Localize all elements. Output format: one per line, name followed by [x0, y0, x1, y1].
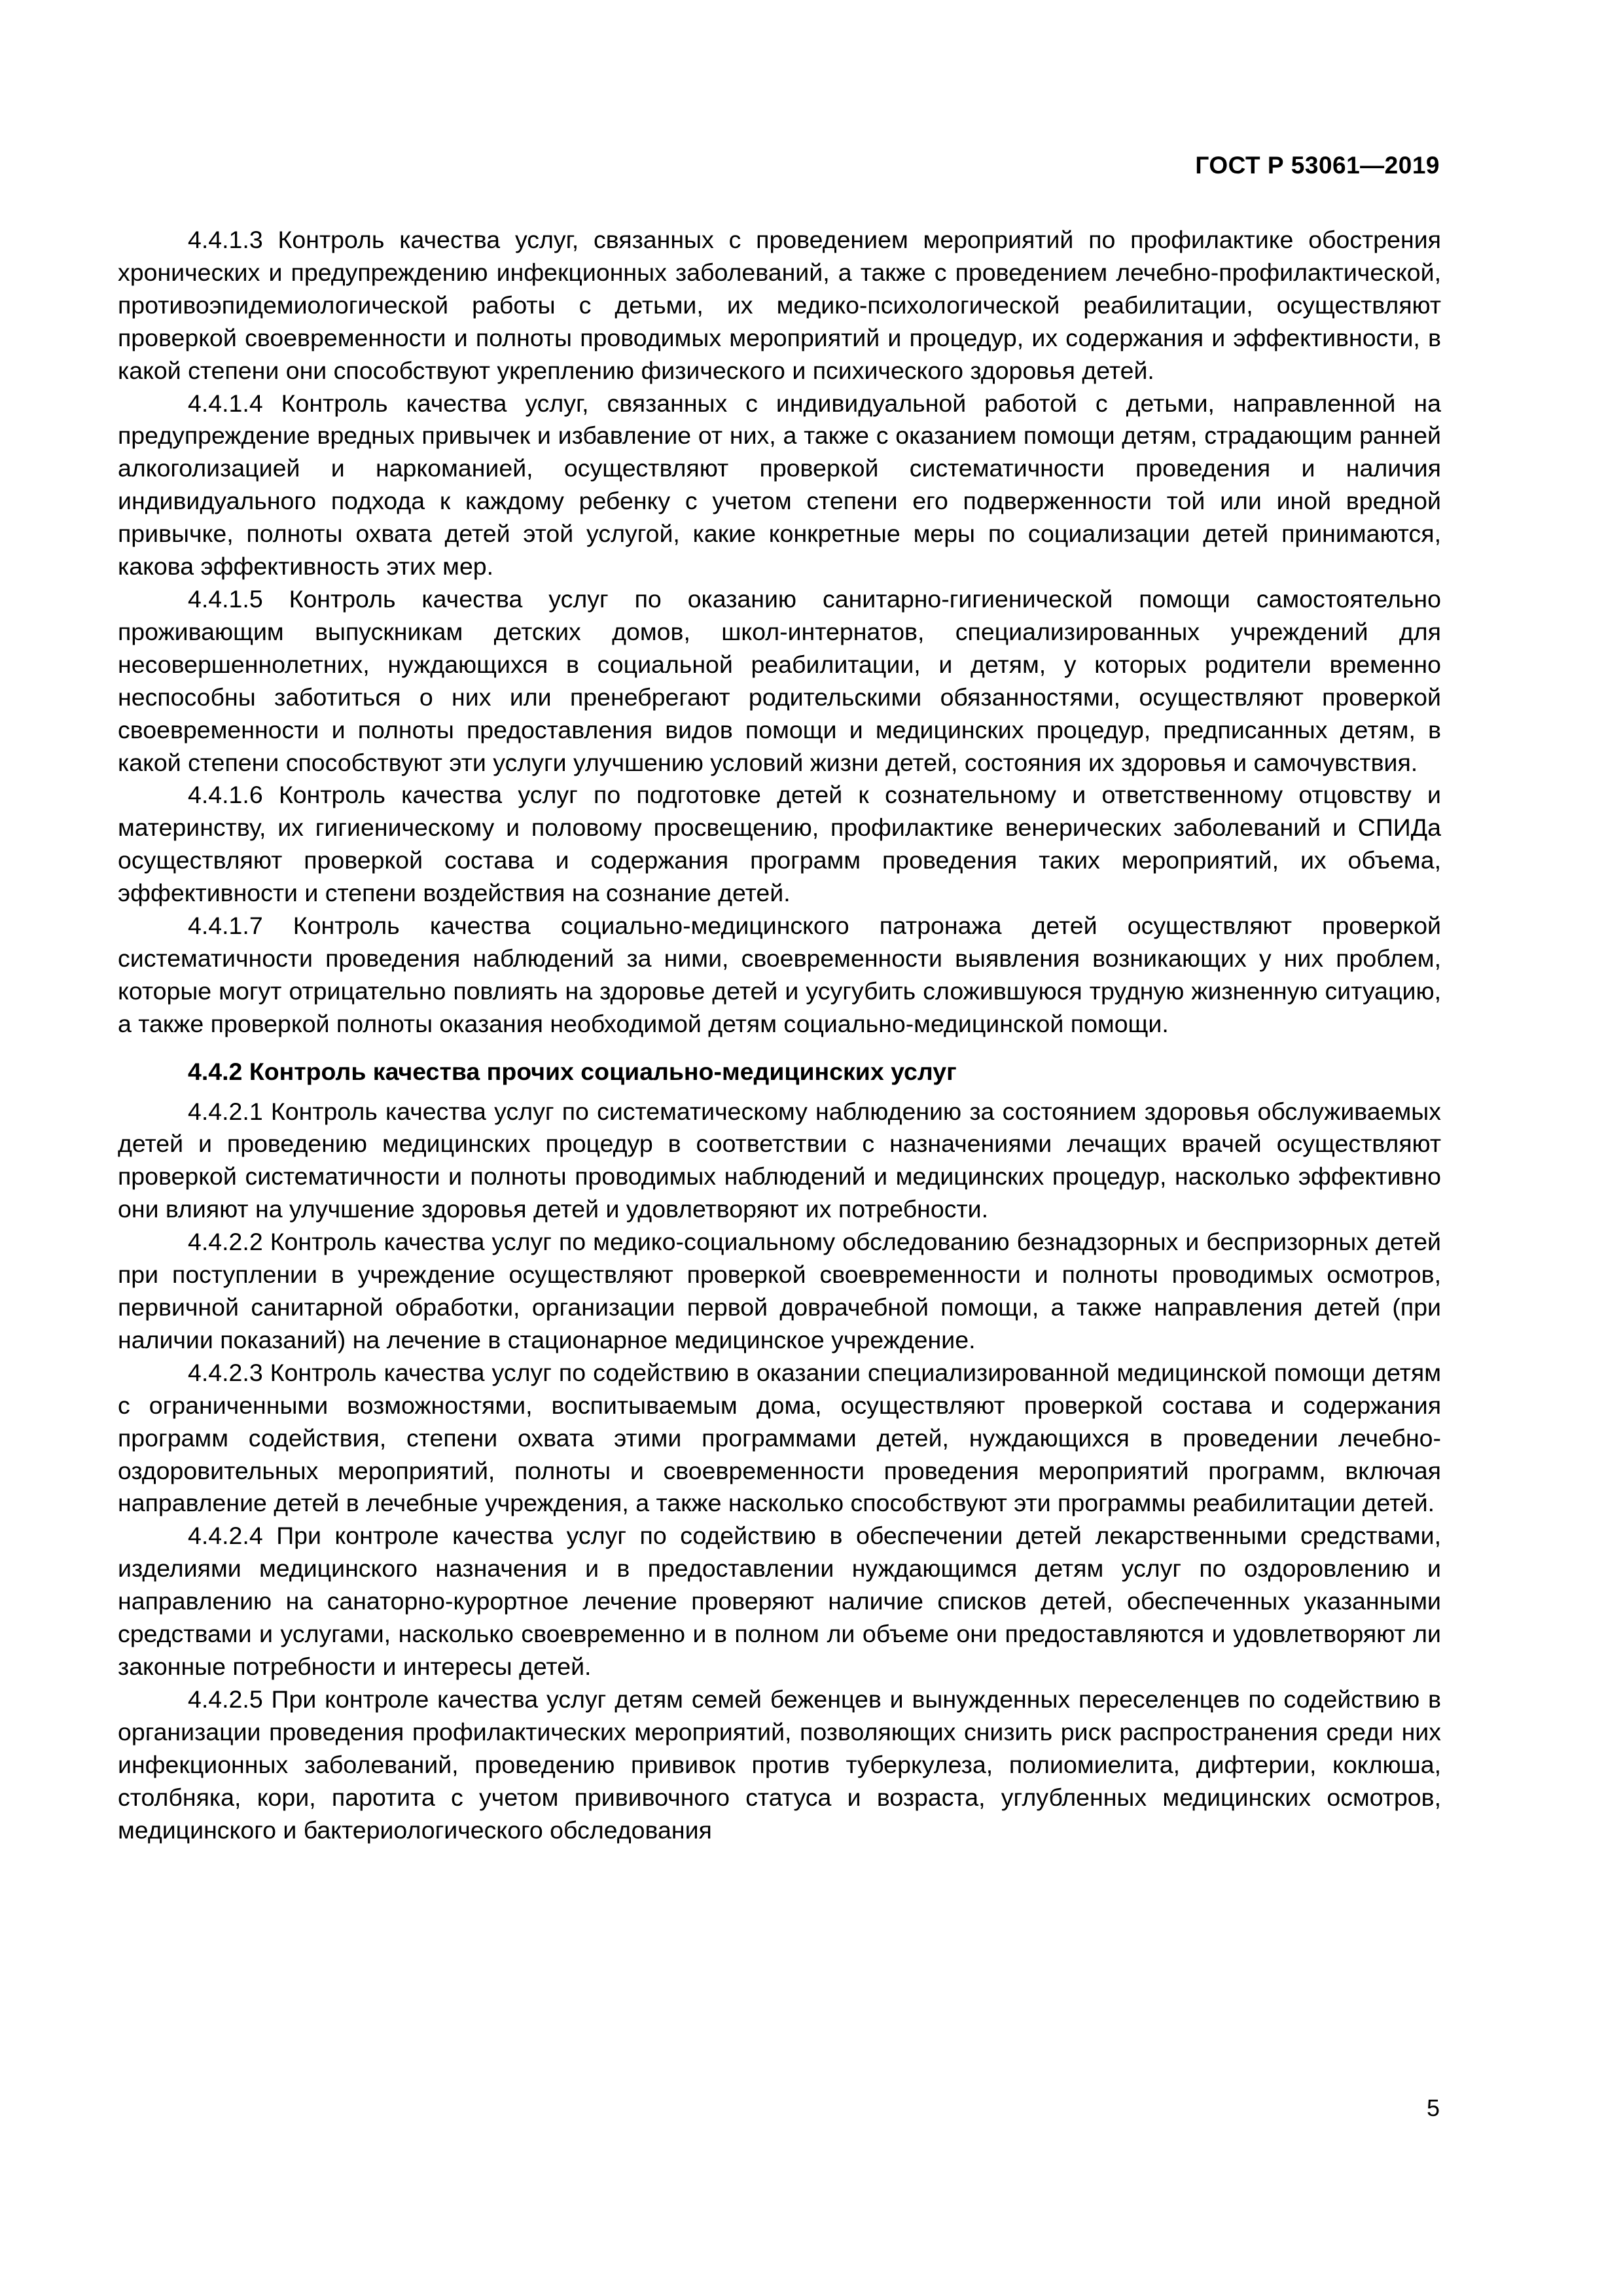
- paragraph-4-4-2-5: 4.4.2.5 При контроле качества услуг детям семей беженцев и вынужденных переселенцев по содействию в организации проведения профилактических мероприятий, позволяющих снизить риск распространения среди них инфекционных заболеваний, проведению прививок против туберкулеза, полиомиелита, дифтерии, коклюша, столбняка, кори, паротита с учетом прививочного статуса и возраста, углубленных медицинских осмотров, медицинского и бактериологического обследования: [118, 1685, 1441, 1844]
- paragraph-4-4-2-1: 4.4.2.1 Контроль качества услуг по систематическому наблюдению за состоянием здоровья обслуживаемых детей и проведению медицинских процедур в соответствии с назначениями лечащих врачей осуществляют проверкой систематичности и полноты проводимых наблюдений и медицинских процедур, насколько эффективно они влияют на улучшение здоровья детей и удовлетворяют их потребности.: [118, 1097, 1441, 1223]
- paragraph-4-4-1-5: 4.4.1.5 Контроль качества услуг по оказанию санитарно-гигиенической помощи самостоятельно проживающим выпускникам детских домов, школ-интернатов, специализированных учреждений для несовершеннолетних, нуждающихся в социальной реабилитации, и детям, у которых родители временно неспособны заботиться о них или пренебрегают родительскими обязанностями, осуществляют проверкой своевременности и полноты предоставления видов помощи и медицинских процедур, предписанных детям, в какой степени способствуют эти услуги улучшению условий жизни детей, состояния их здоровья и самочувствия.: [118, 584, 1441, 776]
- paragraph-4-4-2-2: 4.4.2.2 Контроль качества услуг по медико-социальному обследованию безнадзорных и беспризорных детей при поступлении в учреждение осуществляют проверкой своевременности и полноты проводимых осмотров, первичной санитарной обработки, организации первой доврачебной помощи, а также направления детей (при наличии показаний) на лечение в стационарное медицинское учреждение.: [118, 1228, 1441, 1354]
- paragraph-4-4-1-6: 4.4.1.6 Контроль качества услуг по подготовке детей к сознательному и ответственному отцовству и материнству, их гигиеническому и половому просвещению, профилактике венерических заболеваний и СПИДа осуществляют проверкой состава и содержания программ проведения таких мероприятий, их объема, эффективности и степени воздействия на сознание детей.: [118, 781, 1441, 907]
- paragraph-4-4-1-3: 4.4.1.3 Контроль качества услуг, связанных с проведением мероприятий по профилактике обострения хронических и предупреждению инфекционных заболеваний, а также с проведением лечебно-профилактической, противоэпидемиологической работы с детьми, их медико-психологической реабилитации, осуществляют проверкой своевременности и полноты проводимых мероприятий и процедур, их содержания и эффективности, в какой степени они способствуют укреплению физического и психического здоровья детей.: [118, 226, 1441, 384]
- paragraph-4-4-2-3: 4.4.2.3 Контроль качества услуг по содействию в оказании специализированной медицинской помощи детям с ограниченными возможностями, воспитываемым дома, осуществляют проверкой состава и содержания программ содействия, степени охвата этими программами детей, нуждающихся в проведении лечебно-оздоровительных мероприятий, полноты и своевременности проведения мероприятий программ, включая направление детей в лечебные учреждения, а также насколько способствуют эти программы реабилитации детей.: [118, 1358, 1441, 1517]
- paragraph-4-4-1-7: 4.4.1.7 Контроль качества социально-медицинского патронажа детей осуществляют проверкой систематичности проведения наблюдений за ними, своевременности выявления возникающих у них проблем, которые могут отрицательно повлиять на здоровье детей и усугубить сложившуюся трудную жизненную ситуацию, а также проверкой полноты оказания необходимой детям социально-медицинской помощи.: [118, 912, 1441, 1037]
- standard-header: ГОСТ Р 53061—2019: [1195, 152, 1440, 179]
- paragraph-4-4-2-4: 4.4.2.4 При контроле качества услуг по содействию в обеспечении детей лекарственными средствами, изделиями медицинского назначения и в предоставлении нуждающимся детям услуг по оздоровлению и направлению на санаторно-курортное лечение проверяют наличие списков детей, обеспеченных указанными средствами и услугами, насколько своевременно и в полном ли объеме они предоставляются и удовлетворяют ли законные потребности и интересы детей.: [118, 1522, 1441, 1680]
- document-body: [118, 224, 1441, 1846]
- page-number: 5: [1426, 2094, 1440, 2121]
- paragraph-4-4-1-4: 4.4.1.4 Контроль качества услуг, связанных с индивидуальной работой с детьми, направленной на предупреждение вредных привычек и избавление от них, а также с оказанием помощи детям, страдающим ранней алкоголизацией и наркоманией, осуществляют проверкой систематичности проведения и наличия индивидуального подхода к каждому ребенку с учетом степени его подверженности той или иной вредной привычке, полноты охвата детей этой услугой, какие конкретные меры по социализации детей принимаются, какова эффективность этих мер.: [118, 389, 1441, 581]
- section-heading-4-4-2: 4.4.2 Контроль качества прочих социально-медицинских услуг: [188, 1057, 957, 1085]
